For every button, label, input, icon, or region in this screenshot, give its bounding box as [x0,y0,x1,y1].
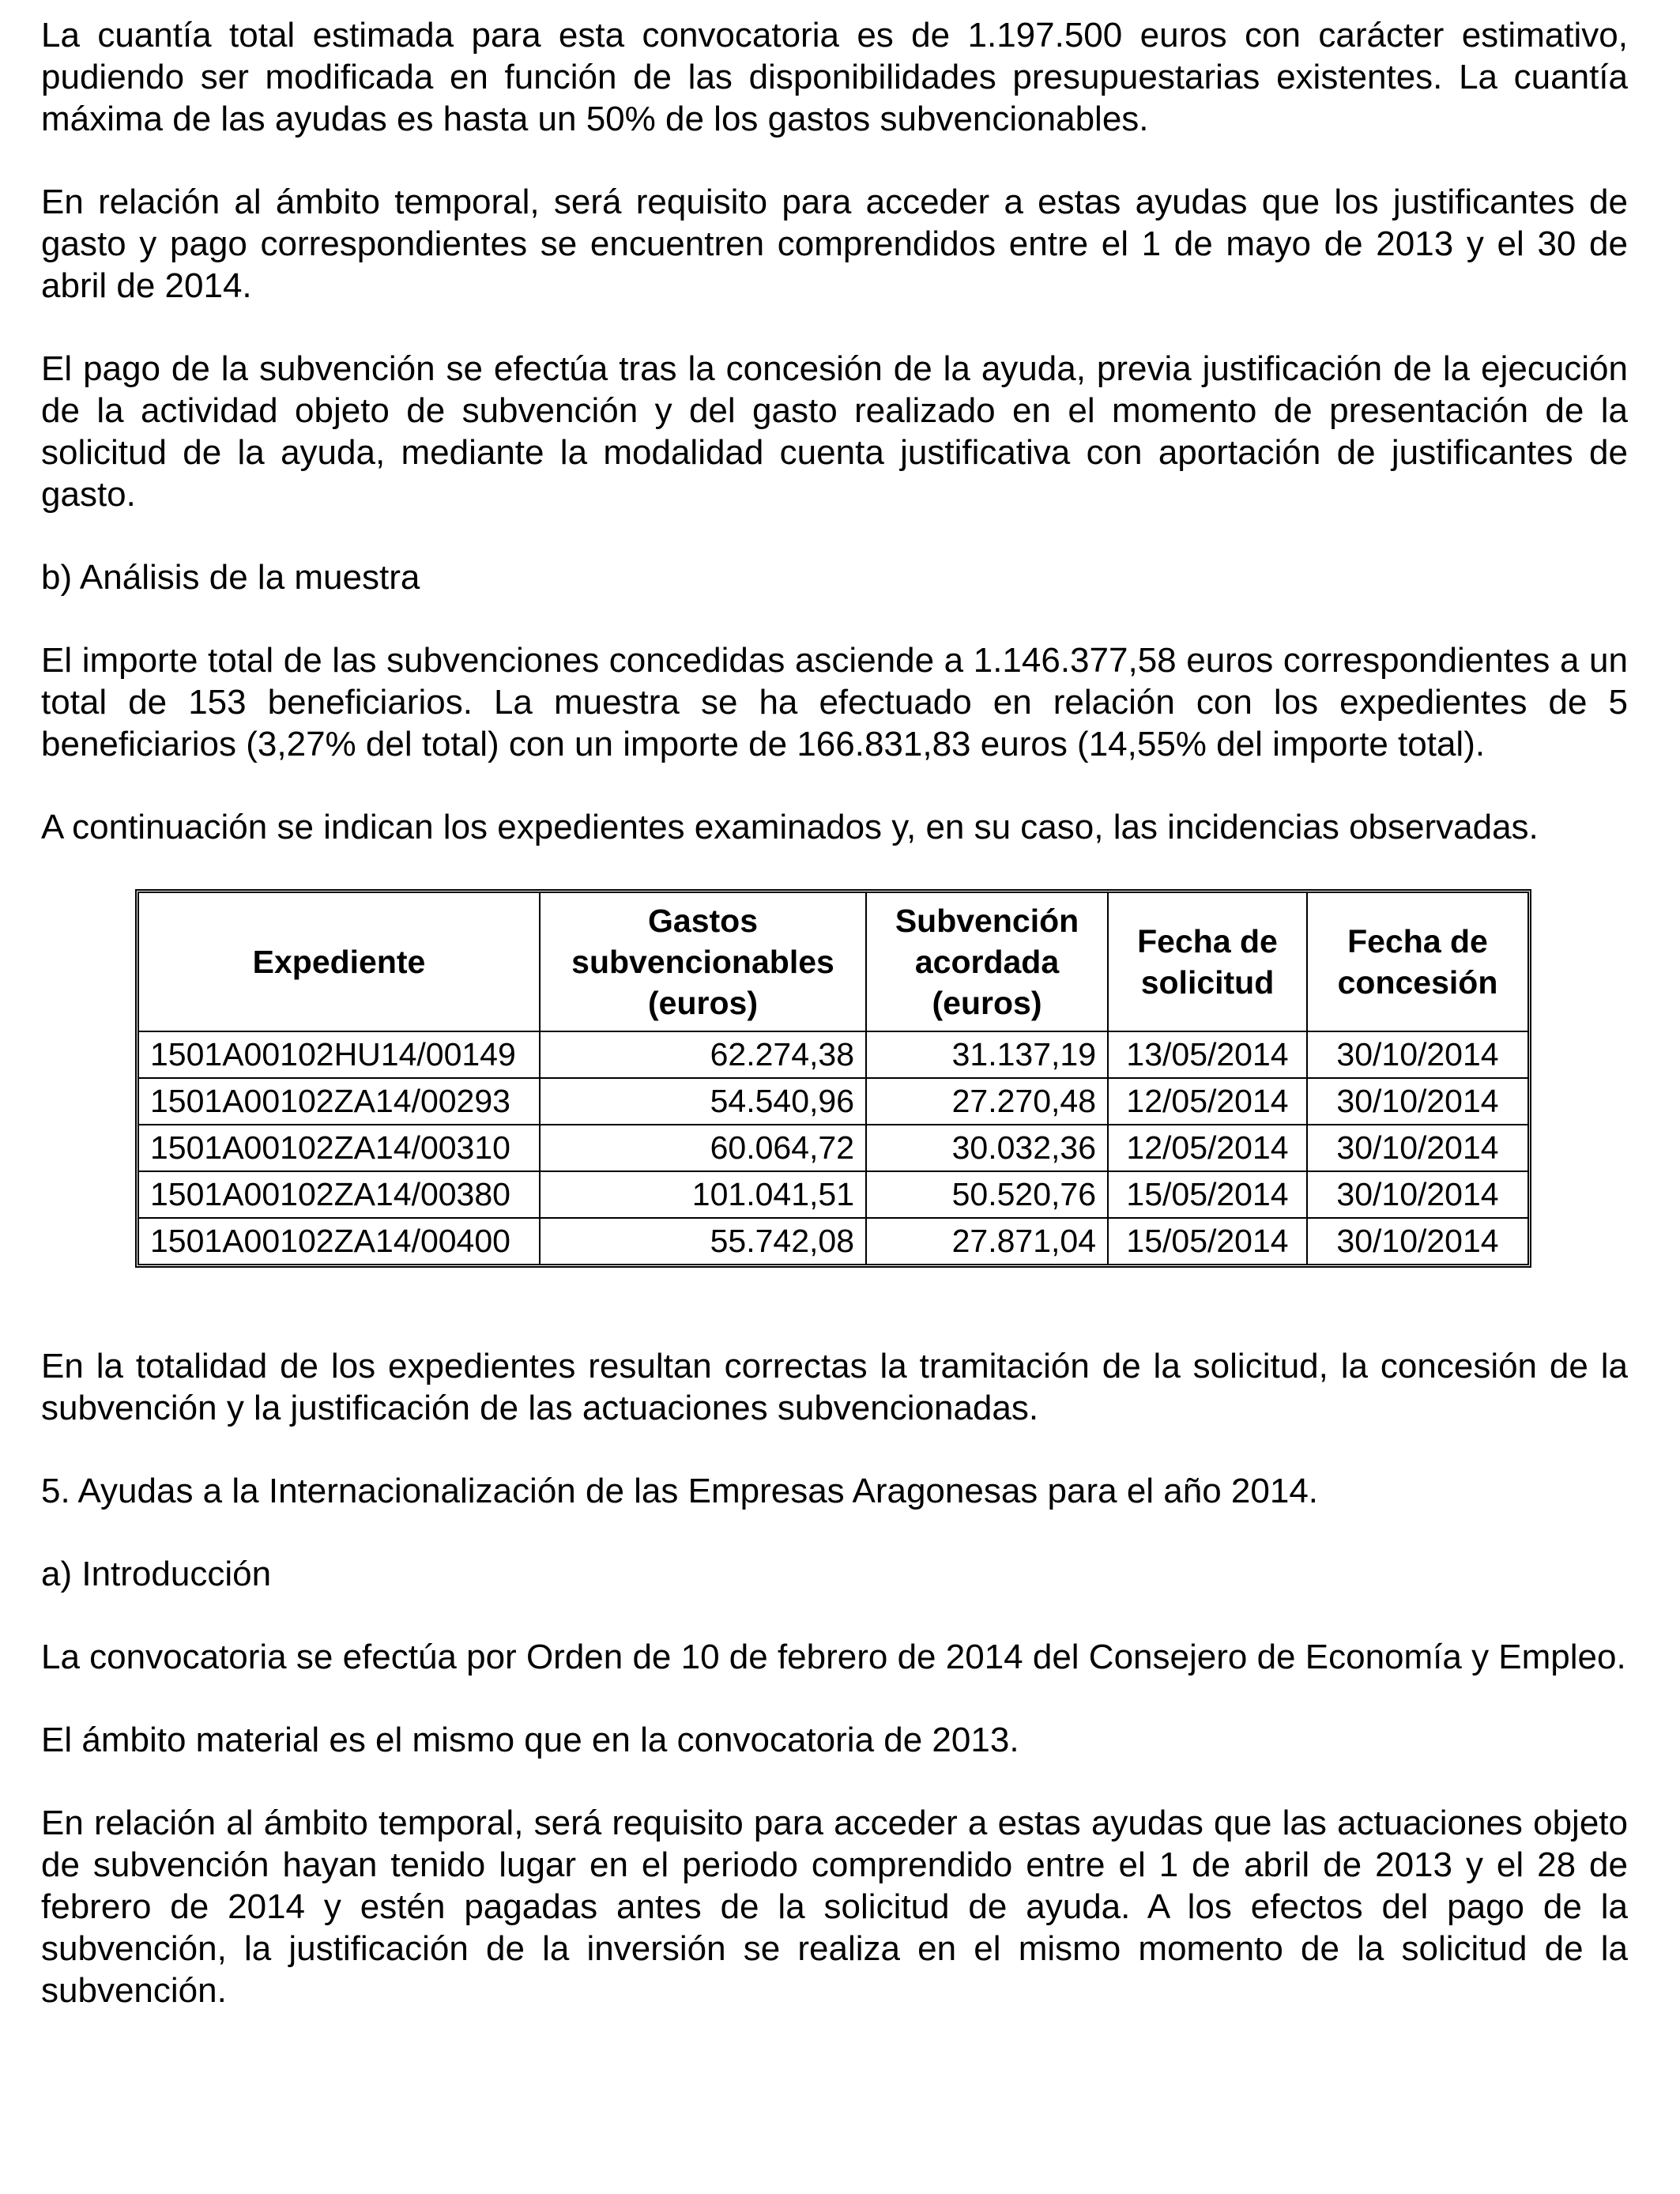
table-header-row [139,893,1527,1031]
cell-expediente: 1501A00102ZA14/00293 [139,1078,540,1125]
cell-gastos: 62.274,38 [540,1031,866,1078]
cell-fecha-concesion: 30/10/2014 [1307,1078,1527,1125]
header-subvencion-acordada: Subvención acordada (euros) [866,893,1108,1031]
cell-fecha-solicitud: 12/05/2014 [1108,1078,1307,1125]
cell-subvencion: 31.137,19 [866,1031,1108,1078]
cell-expediente: 1501A00102ZA14/00310 [139,1125,540,1171]
cell-subvencion: 27.270,48 [866,1078,1108,1125]
cell-fecha-concesion: 30/10/2014 [1307,1171,1527,1218]
header-fecha-concesion: Fecha de concesión [1307,893,1527,1031]
cell-fecha-solicitud: 12/05/2014 [1108,1125,1307,1171]
cell-fecha-concesion: 30/10/2014 [1307,1031,1527,1078]
paragraph-ambito-temporal: En relación al ámbito temporal, será requisito para acceder a estas ayudas que los justificantes de gasto y pago correspondientes se encuentren comprendidos entre el 1 de mayo de 2013 y el 30 de abril de 2014. [41,183,1628,305]
cell-subvencion: 30.032,36 [866,1125,1108,1171]
paragraph-pago: El pago de la subvención se efectúa tras la concesión de la ayuda, previa justificación de la ejecución de la actividad objeto de subvención y del gasto realizado en el momento de presentación de la solicitud de la ayuda, mediante la modalidad cuenta justificativa con aportación de justificantes de gasto. [41,349,1628,514]
cell-fecha-concesion: 30/10/2014 [1307,1125,1527,1171]
table-row [139,1078,1527,1125]
paragraph-cuantia: La cuantía total estimada para esta convocatoria es de 1.197.500 euros con carácter estimativo, pudiendo ser modificada en función de las disponibilidades presupuestarias existentes. La cuantía máxima de las ayudas es hasta un 50% de los gastos subvencionables. [41,16,1628,138]
paragraph-ambito-temporal-2014: En relación al ámbito temporal, será requisito para acceder a estas ayudas que las actuaciones objeto de subvención hayan tenido lugar en el periodo comprendido entre el 1 de abril de 2013 y el 28 de febrero de 2014 y estén pagadas antes de la solicitud de ayuda. A los efectos del pago de la subvención, la justificación de la inversión se realiza en el mismo momento de la solicitud de la subvención. [41,1804,1628,2010]
cell-fecha-concesion: 30/10/2014 [1307,1218,1527,1264]
header-expediente: Expediente [139,893,540,1031]
paragraph-expedientes-intro: A continuación se indican los expedientes examinados y, en su caso, las incidencias observadas. [41,808,1539,846]
cell-fecha-solicitud: 15/05/2014 [1108,1218,1307,1264]
paragraph-conclusion: En la totalidad de los expedientes resultan correctas la tramitación de la solicitud, la concesión de la subvención y la justificación de las actuaciones subvencionadas. [41,1347,1628,1427]
cell-expediente: 1501A00102HU14/00149 [139,1031,540,1078]
section-heading-internacionalizacion: 5. Ayudas a la Internacionalización de las Empresas Aragonesas para el año 2014. [41,1472,1319,1510]
cell-gastos: 54.540,96 [540,1078,866,1125]
table-row [139,1031,1527,1078]
document-page [41,14,1628,2011]
cell-gastos: 101.041,51 [540,1171,866,1218]
section-heading-introduccion: a) Introducción [41,1555,272,1593]
cell-gastos: 60.064,72 [540,1125,866,1171]
table-row [139,1125,1527,1171]
expedientes-table-frame [135,889,1531,1268]
paragraph-convocatoria: La convocatoria se efectúa por Orden de 10 de febrero de 2014 del Consejero de Economía y Empleo. [41,1638,1626,1676]
cell-fecha-solicitud: 13/05/2014 [1108,1031,1307,1078]
cell-gastos: 55.742,08 [540,1218,866,1264]
table-row [139,1171,1527,1218]
header-fecha-solicitud: Fecha de solicitud [1108,893,1307,1031]
table-row [139,1218,1527,1264]
section-heading-analisis: b) Análisis de la muestra [41,558,420,597]
cell-subvencion: 27.871,04 [866,1218,1108,1264]
cell-subvencion: 50.520,76 [866,1171,1108,1218]
cell-fecha-solicitud: 15/05/2014 [1108,1171,1307,1218]
paragraph-ambito-material: El ámbito material es el mismo que en la convocatoria de 2013. [41,1721,1019,1759]
paragraph-importe-total: El importe total de las subvenciones concedidas asciende a 1.146.377,58 euros correspondientes a un total de 153 beneficiarios. La muestra se ha efectuado en relación con los expedientes de 5 beneficiarios (3,27% del total) con un importe de 166.831,83 euros (14,55% del importe total). [41,641,1628,763]
cell-expediente: 1501A00102ZA14/00380 [139,1171,540,1218]
header-gastos-subvencionables: Gastos subvencionables (euros) [540,893,866,1031]
cell-expediente: 1501A00102ZA14/00400 [139,1218,540,1264]
expedientes-table [139,893,1527,1264]
